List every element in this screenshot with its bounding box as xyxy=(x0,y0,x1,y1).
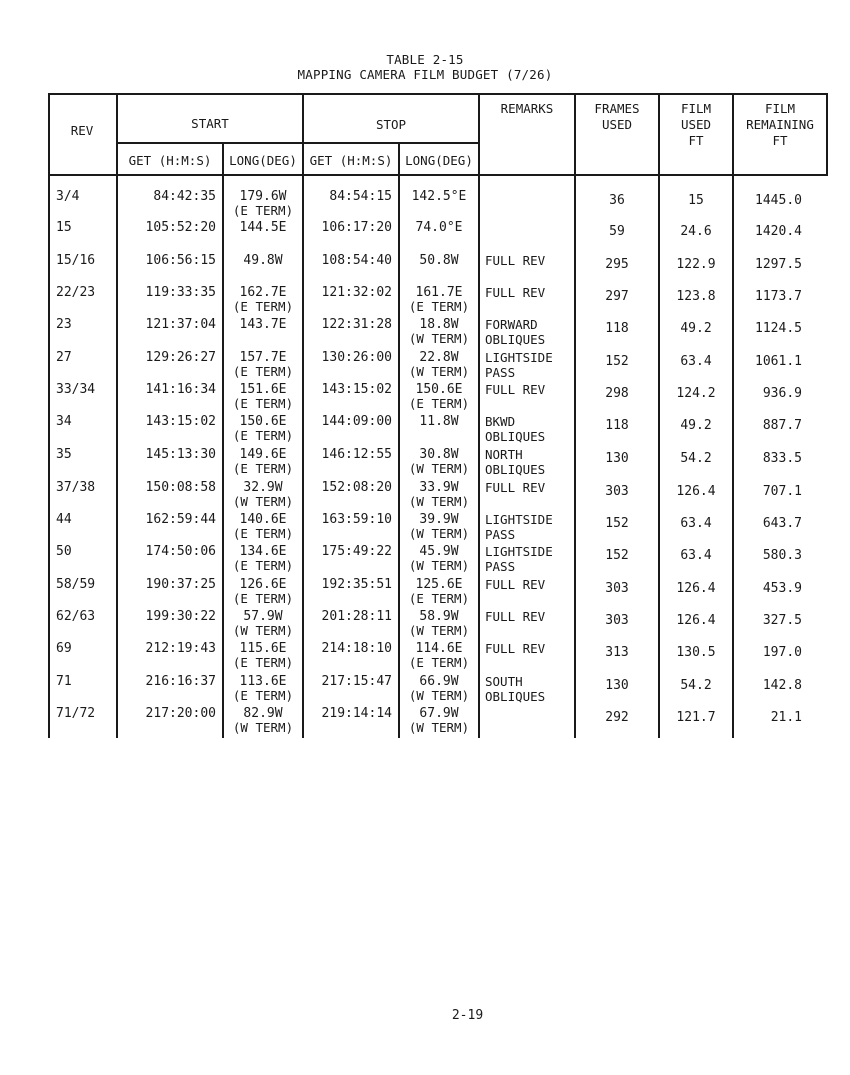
start-term-cell: (E TERM) xyxy=(232,428,294,443)
start-long-cell: 140.6E xyxy=(239,512,287,527)
frames-used-cell: 303 xyxy=(605,484,629,499)
header-remarks: REMARKS xyxy=(500,101,554,116)
film-remaining-cell: 1297.5 xyxy=(755,257,802,272)
start-long-cell: 126.6E xyxy=(239,577,287,592)
start-term-cell: (E TERM) xyxy=(232,396,294,411)
header-start-long: LONG(DEG) xyxy=(229,153,297,168)
stop-long-cell: 114.6E xyxy=(415,641,463,656)
stop-get-cell: 217:15:47 xyxy=(321,674,392,689)
start-get-cell: 199:30:22 xyxy=(145,609,216,624)
film-budget-table xyxy=(48,93,828,738)
start-get-cell: 216:16:37 xyxy=(145,674,216,689)
rev-cell: 34 xyxy=(56,414,72,429)
film-remaining-cell: 1173.7 xyxy=(755,289,802,304)
table-top-rule xyxy=(48,93,828,95)
stop-long-cell: 74.0°E xyxy=(415,220,463,235)
film-used-cell: 49.2 xyxy=(680,321,712,336)
stop-term-cell: (W TERM) xyxy=(408,364,470,379)
header-rev: REV xyxy=(70,123,94,138)
filmused-remaining-rule xyxy=(732,93,734,738)
remarks-cell: FULL REV xyxy=(485,285,546,300)
stop-term-cell: (W TERM) xyxy=(408,526,470,541)
frames-used-cell: 297 xyxy=(605,289,629,304)
rev-cell: 15 xyxy=(56,220,72,235)
film-used-cell: 54.2 xyxy=(680,451,712,466)
start-long-cell: 82.9W xyxy=(243,706,283,721)
start-get-cell: 121:37:04 xyxy=(145,317,216,332)
remarks-cell: NORTH xyxy=(485,447,523,462)
film-used-cell: 54.2 xyxy=(680,678,712,693)
stop-get-cell: 121:32:02 xyxy=(321,285,392,300)
start-long-cell: 157.7E xyxy=(239,350,287,365)
frames-used-cell: 298 xyxy=(605,386,629,401)
frames-used-cell: 59 xyxy=(609,224,625,239)
remarks-cell-line2: PASS xyxy=(485,365,516,380)
remarks-cell: FULL REV xyxy=(485,480,546,495)
rev-cell: 58/59 xyxy=(56,577,96,592)
film-used-cell: 126.4 xyxy=(676,613,716,628)
film-used-cell: 15 xyxy=(688,193,704,208)
start-long-cell: 134.6E xyxy=(239,544,287,559)
header-bottom-rule xyxy=(48,174,828,176)
film-remaining-cell: 580.3 xyxy=(762,548,802,563)
stop-term-cell: (E TERM) xyxy=(408,299,470,314)
start-long-cell: 151.6E xyxy=(239,382,287,397)
rev-cell: 50 xyxy=(56,544,72,559)
start-long-cell: 32.9W xyxy=(243,480,283,495)
frames-used-cell: 313 xyxy=(605,645,629,660)
film-used-cell: 122.9 xyxy=(676,257,716,272)
start-term-cell: (E TERM) xyxy=(232,364,294,379)
film-remaining-cell: 453.9 xyxy=(762,581,802,596)
stop-long-cell: 33.9W xyxy=(419,480,459,495)
stop-term-cell: (W TERM) xyxy=(408,494,470,509)
start-term-cell: (E TERM) xyxy=(232,591,294,606)
rev-cell: 69 xyxy=(56,641,72,656)
stop-term-cell: (W TERM) xyxy=(408,720,470,735)
stop-get-cell: 144:09:00 xyxy=(321,414,392,429)
rev-cell: 71/72 xyxy=(56,706,96,721)
stop-long-cell: 30.8W xyxy=(419,447,459,462)
rev-cell: 27 xyxy=(56,350,72,365)
rev-cell: 23 xyxy=(56,317,72,332)
frames-used-cell: 118 xyxy=(605,418,629,433)
remarks-cell: FORWARD xyxy=(485,317,538,332)
stop-get-cell: 130:26:00 xyxy=(321,350,392,365)
stop-get-cell: 163:59:10 xyxy=(321,512,392,527)
remarks-cell: LIGHTSIDE xyxy=(485,350,553,365)
film-remaining-cell: 643.7 xyxy=(762,516,802,531)
start-term-cell: (W TERM) xyxy=(232,720,294,735)
stop-term-cell: (W TERM) xyxy=(408,688,470,703)
rev-cell: 22/23 xyxy=(56,285,96,300)
film-used-cell: 63.4 xyxy=(680,354,712,369)
header-frames-used: FRAMES USED xyxy=(594,101,640,132)
start-get-cell: 212:19:43 xyxy=(145,641,216,656)
rev-cell: 44 xyxy=(56,512,72,527)
start-get-cell: 150:08:58 xyxy=(145,480,216,495)
film-remaining-cell: 142.8 xyxy=(762,678,802,693)
frames-used-cell: 292 xyxy=(605,710,629,725)
start-long-cell: 115.6E xyxy=(239,641,287,656)
stop-term-cell: (E TERM) xyxy=(408,655,470,670)
stop-long-cell: 161.7E xyxy=(415,285,463,300)
rev-cell: 33/34 xyxy=(56,382,96,397)
film-used-cell: 24.6 xyxy=(680,224,712,239)
rev-cell: 35 xyxy=(56,447,72,462)
header-stop-long: LONG(DEG) xyxy=(405,153,473,168)
start-term-cell: (W TERM) xyxy=(232,623,294,638)
table-title xyxy=(0,52,850,82)
remarks-cell: FULL REV xyxy=(485,641,546,656)
stop-get-cell: 192:35:51 xyxy=(321,577,392,592)
stop-get-cell: 152:08:20 xyxy=(321,480,392,495)
start-get-cell: 190:37:25 xyxy=(145,577,216,592)
film-remaining-cell: 1445.0 xyxy=(755,193,802,208)
table-left-rule xyxy=(48,93,50,738)
header-stop: STOP xyxy=(375,117,407,132)
start-stop-divider-rule xyxy=(116,142,478,144)
frames-used-cell: 130 xyxy=(605,451,629,466)
start-get-cell: 217:20:00 xyxy=(145,706,216,721)
stop-get-cell: 122:31:28 xyxy=(321,317,392,332)
stop-get-cell: 201:28:11 xyxy=(321,609,392,624)
start-term-cell: (W TERM) xyxy=(232,494,294,509)
header-film-remaining: FILM REMAINING FT xyxy=(746,101,814,148)
remarks-cell: BKWD xyxy=(485,414,516,429)
stop-term-cell: (E TERM) xyxy=(408,396,470,411)
start-long-cell: 143.7E xyxy=(239,317,287,332)
film-remaining-cell: 833.5 xyxy=(762,451,802,466)
start-term-cell: (E TERM) xyxy=(232,558,294,573)
header-start-get: GET (H:M:S) xyxy=(128,153,212,168)
film-remaining-cell: 936.9 xyxy=(762,386,802,401)
remarks-cell: FULL REV xyxy=(485,253,546,268)
stop-get-cell: 84:54:15 xyxy=(329,189,392,204)
stop-get-cell: 175:49:22 xyxy=(321,544,392,559)
start-term-cell: (E TERM) xyxy=(232,299,294,314)
start-get-cell: 162:59:44 xyxy=(145,512,216,527)
start-get-cell: 105:52:20 xyxy=(145,220,216,235)
start-long-cell: 49.8W xyxy=(243,253,283,268)
start-long-cell: 57.9W xyxy=(243,609,283,624)
table-caption: MAPPING CAMERA FILM BUDGET (7/26) xyxy=(297,67,553,82)
stop-long-cell: 67.9W xyxy=(419,706,459,721)
remarks-cell-line2: OBLIQUES xyxy=(485,462,546,477)
film-used-cell: 126.4 xyxy=(676,484,716,499)
header-start: START xyxy=(191,116,229,131)
start-term-cell: (E TERM) xyxy=(232,203,294,218)
page-number: 2-19 xyxy=(451,1008,484,1023)
stop-get-cell: 219:14:14 xyxy=(321,706,392,721)
start-long-cell: 144.5E xyxy=(239,220,287,235)
frames-filmused-rule xyxy=(658,93,660,738)
frames-used-cell: 303 xyxy=(605,613,629,628)
table-number: TABLE 2-15 xyxy=(386,52,464,67)
remarks-frames-rule xyxy=(574,93,576,738)
film-remaining-cell: 1420.4 xyxy=(755,224,802,239)
stop-term-cell: (W TERM) xyxy=(408,331,470,346)
stop-long-cell: 22.8W xyxy=(419,350,459,365)
frames-used-cell: 36 xyxy=(609,193,625,208)
start-get-cell: 106:56:15 xyxy=(145,253,216,268)
film-used-cell: 126.4 xyxy=(676,581,716,596)
start-long-cell: 113.6E xyxy=(239,674,287,689)
start-get-cell: 129:26:27 xyxy=(145,350,216,365)
start-long-cell: 150.6E xyxy=(239,414,287,429)
frames-used-cell: 130 xyxy=(605,678,629,693)
start-get-cell: 141:16:34 xyxy=(145,382,216,397)
stop-long-cell: 58.9W xyxy=(419,609,459,624)
stop-long-cell: 50.8W xyxy=(419,253,459,268)
film-used-cell: 49.2 xyxy=(680,418,712,433)
rev-cell: 71 xyxy=(56,674,72,689)
remarks-cell-line2: OBLIQUES xyxy=(485,332,546,347)
table-right-rule xyxy=(826,93,828,175)
start-get-cell: 174:50:06 xyxy=(145,544,216,559)
stop-long-cell: 66.9W xyxy=(419,674,459,689)
frames-used-cell: 295 xyxy=(605,257,629,272)
remarks-cell: LIGHTSIDE xyxy=(485,544,553,559)
stop-get-cell: 143:15:02 xyxy=(321,382,392,397)
stop-term-cell: (E TERM) xyxy=(408,591,470,606)
stop-long-cell: 39.9W xyxy=(419,512,459,527)
start-long-cell: 179.6W xyxy=(239,189,287,204)
start-term-cell: (E TERM) xyxy=(232,655,294,670)
header-film-used: FILM USED FT xyxy=(680,101,712,148)
remarks-cell: FULL REV xyxy=(485,382,546,397)
start-long-cell: 149.6E xyxy=(239,447,287,462)
stop-remarks-rule xyxy=(478,93,480,738)
frames-used-cell: 152 xyxy=(605,354,629,369)
stop-term-cell: (W TERM) xyxy=(408,461,470,476)
film-remaining-cell: 707.1 xyxy=(762,484,802,499)
start-get-cell: 143:15:02 xyxy=(145,414,216,429)
start-get-cell: 84:42:35 xyxy=(153,189,216,204)
film-remaining-cell: 1124.5 xyxy=(755,321,802,336)
remarks-cell: LIGHTSIDE xyxy=(485,512,553,527)
stop-long-cell: 11.8W xyxy=(419,414,459,429)
frames-used-cell: 152 xyxy=(605,548,629,563)
stop-long-cell: 18.8W xyxy=(419,317,459,332)
stop-long-cell: 142.5°E xyxy=(411,189,467,204)
stop-long-cell: 150.6E xyxy=(415,382,463,397)
film-remaining-cell: 197.0 xyxy=(762,645,802,660)
start-long-cell: 162.7E xyxy=(239,285,287,300)
stop-term-cell: (W TERM) xyxy=(408,623,470,638)
stop-long-cell: 45.9W xyxy=(419,544,459,559)
frames-used-cell: 303 xyxy=(605,581,629,596)
remarks-cell: SOUTH xyxy=(485,674,523,689)
film-used-cell: 63.4 xyxy=(680,516,712,531)
stop-get-cell: 108:54:40 xyxy=(321,253,392,268)
film-remaining-cell: 1061.1 xyxy=(755,354,802,369)
remarks-cell-line2: OBLIQUES xyxy=(485,689,546,704)
film-used-cell: 63.4 xyxy=(680,548,712,563)
header-stop-get: GET (H:M:S) xyxy=(309,153,393,168)
start-term-cell: (E TERM) xyxy=(232,461,294,476)
film-used-cell: 124.2 xyxy=(676,386,716,401)
start-term-cell: (E TERM) xyxy=(232,688,294,703)
frames-used-cell: 118 xyxy=(605,321,629,336)
film-remaining-cell: 21.1 xyxy=(770,710,802,725)
stop-term-cell: (W TERM) xyxy=(408,558,470,573)
start-get-cell: 145:13:30 xyxy=(145,447,216,462)
start-term-cell: (E TERM) xyxy=(232,526,294,541)
film-remaining-cell: 327.5 xyxy=(762,613,802,628)
stop-long-cell: 125.6E xyxy=(415,577,463,592)
frames-used-cell: 152 xyxy=(605,516,629,531)
remarks-cell-line2: PASS xyxy=(485,559,516,574)
stop-get-cell: 146:12:55 xyxy=(321,447,392,462)
remarks-cell-line2: PASS xyxy=(485,527,516,542)
film-used-cell: 123.8 xyxy=(676,289,716,304)
remarks-cell: FULL REV xyxy=(485,577,546,592)
stop-get-cell: 214:18:10 xyxy=(321,641,392,656)
stop-get-cell: 106:17:20 xyxy=(321,220,392,235)
remarks-cell: FULL REV xyxy=(485,609,546,624)
rev-cell: 3/4 xyxy=(56,189,80,204)
film-used-cell: 121.7 xyxy=(676,710,716,725)
rev-cell: 62/63 xyxy=(56,609,96,624)
film-used-cell: 130.5 xyxy=(676,645,716,660)
start-get-cell: 119:33:35 xyxy=(145,285,216,300)
rev-start-rule xyxy=(116,93,118,738)
rev-cell: 15/16 xyxy=(56,253,96,268)
remarks-cell-line2: OBLIQUES xyxy=(485,429,546,444)
rev-cell: 37/38 xyxy=(56,480,96,495)
film-remaining-cell: 887.7 xyxy=(762,418,802,433)
